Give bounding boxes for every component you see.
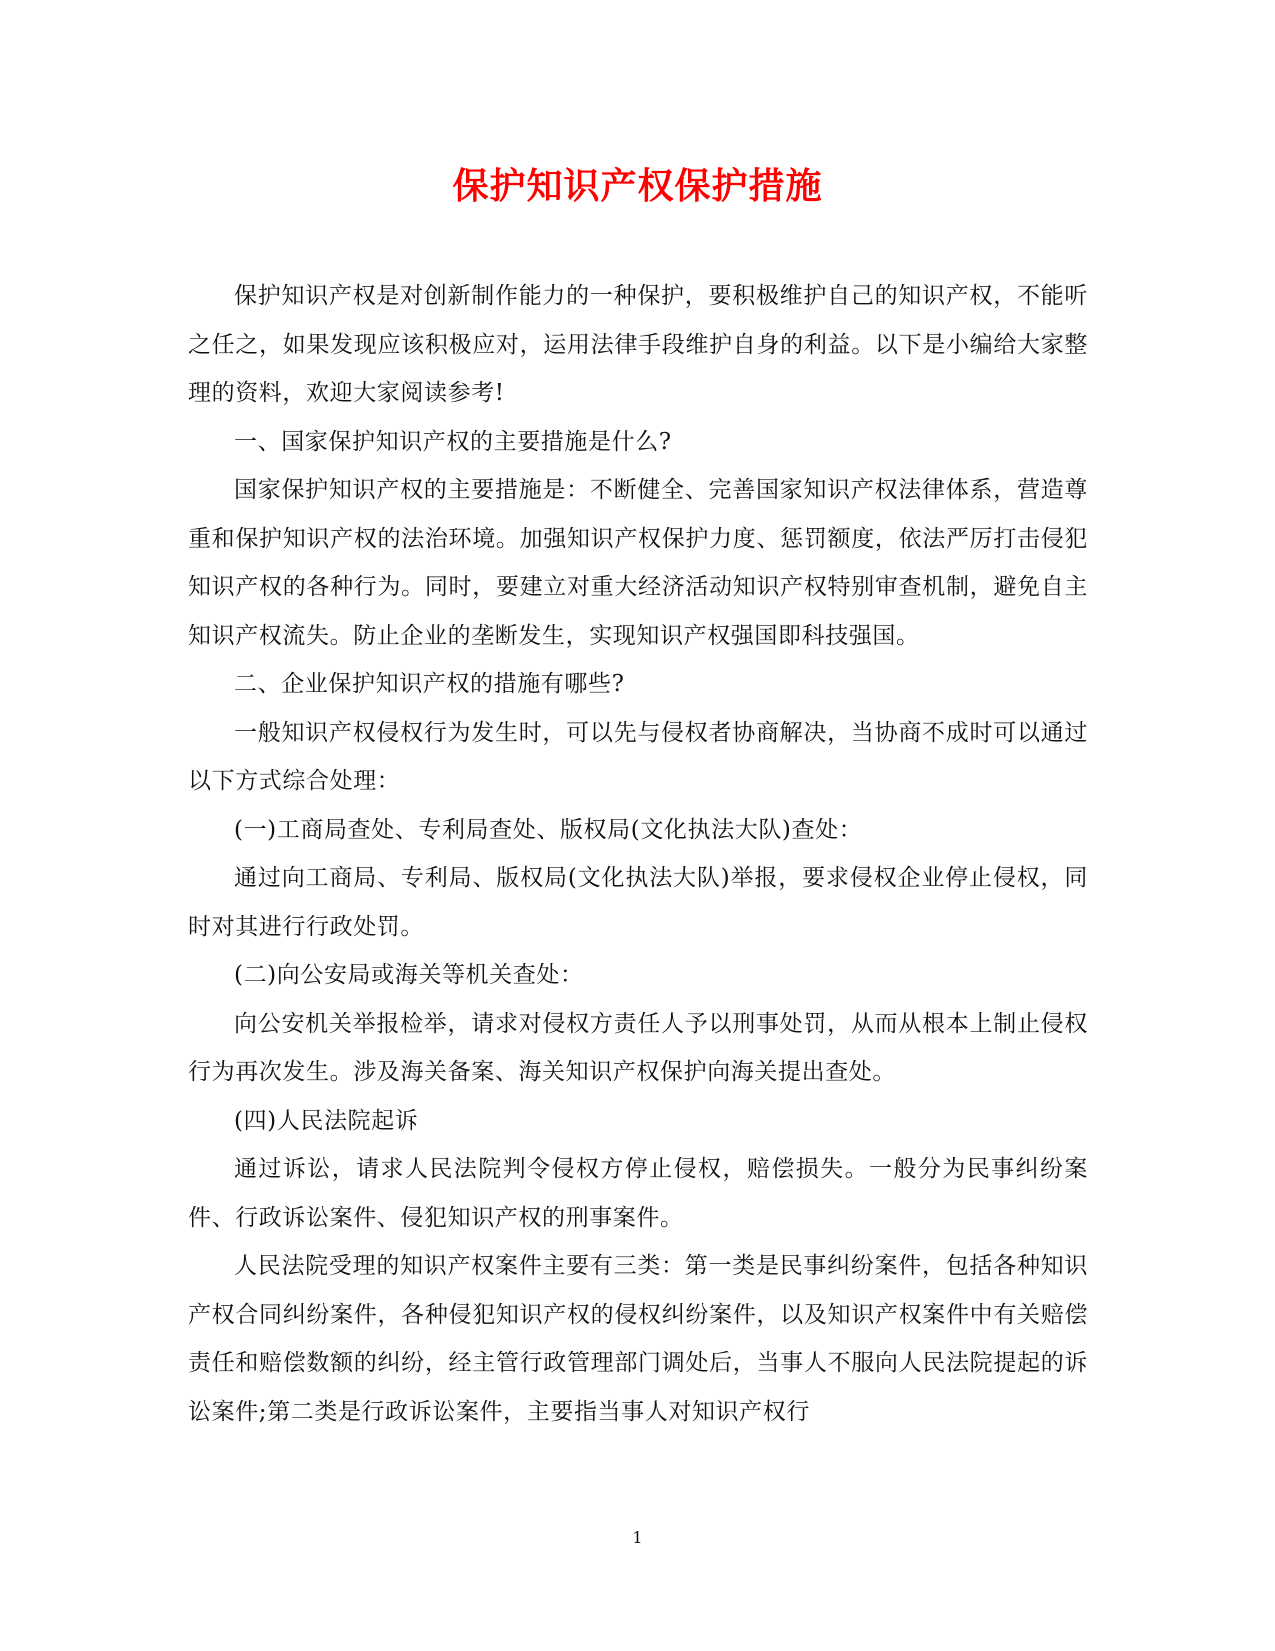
heading-enterprise-measures: 二、企业保护知识产权的措施有哪些? bbox=[234, 671, 625, 697]
page-number: 1 bbox=[632, 1528, 643, 1547]
page-title: 保护知识产权保护措施 bbox=[452, 165, 823, 207]
heading-national-measures: 一、国家保护知识产权的主要措施是什么? bbox=[234, 428, 672, 455]
subheading-court: (四)人民法院起诉 bbox=[234, 1107, 419, 1134]
paragraph-police-customs: 向公安机关举报检举，请求对侵权方责任人予以刑事处罚，从而从根本上制止侵权行为再次发生。涉及海关备案、海关知识产权保护向海关提出查处。 bbox=[188, 1010, 1088, 1085]
paragraph-court-litigation: 通过诉讼，请求人民法院判令侵权方停止侵权，赔偿损失。一般分为民事纠纷案件、行政诉讼案件、侵犯知识产权的刑事案件。 bbox=[188, 1156, 1088, 1231]
paragraph-national-measures: 国家保护知识产权的主要措施是：不断健全、完善国家知识产权法律体系，营造尊重和保护知识产权的法治环境。加强知识产权保护力度、惩罚额度，依法严厉打击侵犯知识产权的各种行为。同时，要建立对重大经济活动知识产权特别审查机制，避免自主知识产权流失。防止企业的垄断发生，实现知识产权强国即科技强国。 bbox=[188, 477, 1088, 649]
paragraph-court-case-types: 人民法院受理的知识产权案件主要有三类：第一类是民事纠纷案件，包括各种知识产权合同纠纷案件，各种侵犯知识产权的侵权纠纷案件，以及知识产权案件中有关赔偿责任和赔偿数额的纠纷，经主管行政管理部门调处后，当事人不服向人民法院提起的诉讼案件;第二类是行政诉讼案件，主要指当事人对知识产权行 bbox=[188, 1253, 1088, 1425]
document-body bbox=[188, 272, 1088, 1436]
subheading-admin-enforcement: (一)工商局查处、专利局查处、版权局(文化执法大队)查处： bbox=[234, 816, 863, 843]
paragraph-admin-enforcement: 通过向工商局、专利局、版权局(文化执法大队)举报，要求侵权企业停止侵权，同时对其进行行政处罚。 bbox=[188, 865, 1088, 940]
subheading-police-customs: (二)向公安局或海关等机关查处： bbox=[234, 962, 584, 988]
paragraph-intro: 保护知识产权是对创新制作能力的一种保护，要积极维护自己的知识产权，不能听之任之，如果发现应该积极应对，运用法律手段维护自身的利益。以下是小编给大家整理的资料，欢迎大家阅读参考! bbox=[188, 283, 1088, 406]
paragraph-enterprise-measures: 一般知识产权侵权行为发生时，可以先与侵权者协商解决，当协商不成时可以通过以下方式综合处理： bbox=[188, 719, 1088, 794]
